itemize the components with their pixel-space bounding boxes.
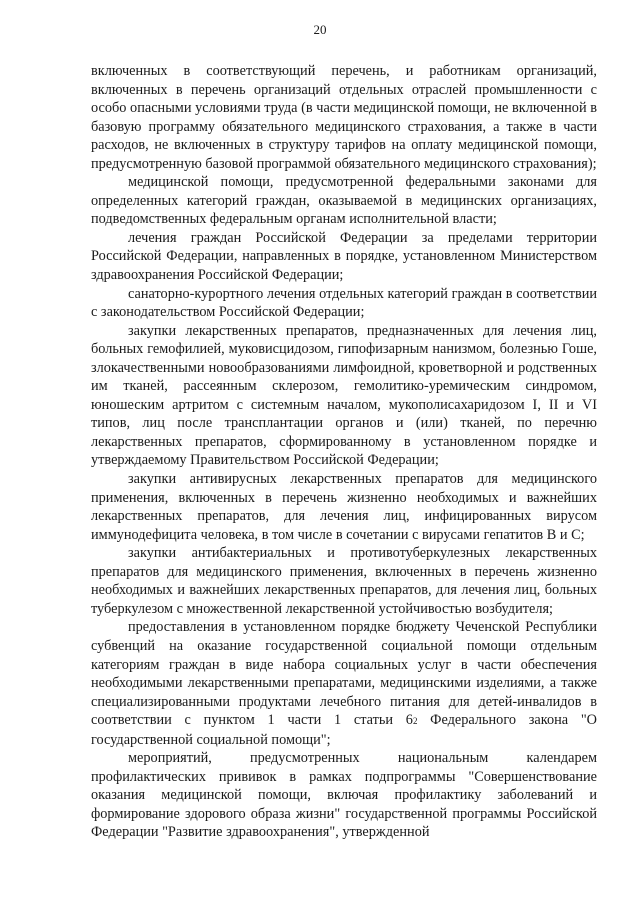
paragraph: медицинской помощи, предусмотренной федеральными законами для определенных категорий граждан, оказываемой в медицинских организациях, подведомственных федеральным органам исполнительной власти; xyxy=(91,174,597,228)
paragraph: лечения граждан Российской Федерации за пределами территории Российской Федерации, направленных в порядке, установленном Министерством здравоохранения Российской Федерации; xyxy=(91,229,597,284)
page-number: 20 xyxy=(313,22,327,37)
paragraph-text: предоставления в установленном порядке бюджету Чеченской Республики субвенций на оказание государственной социальной помощи отдельным категориям граждан в виде набора социальных услуг в части обеспечения необходимыми лекарственными препаратами, медицинскими изделиями, а также специализированными продуктами лечебного питания для детей-инвалидов в соответствии с пунктом 1 части 1 статьи 6 xyxy=(91,619,597,729)
paragraph: закупки антибактериальных и противотуберкулезных лекарственных препаратов для медицинского применения, включенных в перечень жизненно необходимых и важнейших лекарственных препаратов, для лечения лиц, больных туберкулезом с множественной лекарственной устойчивостью возбудителя; xyxy=(91,545,597,617)
paragraph: мероприятий, предусмотренных национальным календарем профилактических прививок в рамках подпрограммы "Совершенствование оказания медицинской помощи, включая профилактику заболеваний и формирование здорового образа жизни" государственной программы Российской Федерации "Развитие здравоохранения", утвержденной xyxy=(91,750,597,841)
article-subscript: 2 xyxy=(412,716,418,727)
body-text xyxy=(91,62,597,842)
paragraph-text: Федерального закона "О государственной социальной помощи"; xyxy=(91,712,597,748)
paragraph: закупки антивирусных лекарственных препаратов для медицинского применения, включенных в перечень жизненно необходимых и важнейших лекарственных препаратов, для лечения лиц, инфицированных вирусом иммунодефицита человека, в том числе в сочетании с вирусами гепатитов B и C; xyxy=(91,471,597,543)
paragraph: закупки лекарственных препаратов, предназначенных для лечения лиц, больных гемофилией, муковисцидозом, гипофизарным нанизмом, болезнью Гоше, злокачественными новообразованиями лимфоидной, кроветворной и родственных им тканей, рассеянным склерозом, гемолитико-уремическим синдромом, юношеским артритом с системным началом, мукополисахаридозом I, II и VI типов, лиц после трансплантации органов и (или) тканей, по перечню лекарственных препаратов, сформированному в установленном порядке и утверждаемому Правительством Российской Федерации; xyxy=(91,322,597,469)
paragraph: включенных в соответствующий перечень, и работникам организаций, включенных в перечень организаций отдельных отраслей промышленности с особо опасными условиями труда (в части медицинской помощи, не включенной в базовую программу обязательного медицинского страхования, а также в части расходов, не включенных в структуру тарифов на оплату медицинской помощи, предусмотренную базовой программой обязательного медицинского страхования); xyxy=(91,63,597,172)
paragraph xyxy=(91,618,597,749)
paragraph: санаторно-курортного лечения отдельных категорий граждан в соответствии с законодательством Российской Федерации; xyxy=(91,285,597,321)
